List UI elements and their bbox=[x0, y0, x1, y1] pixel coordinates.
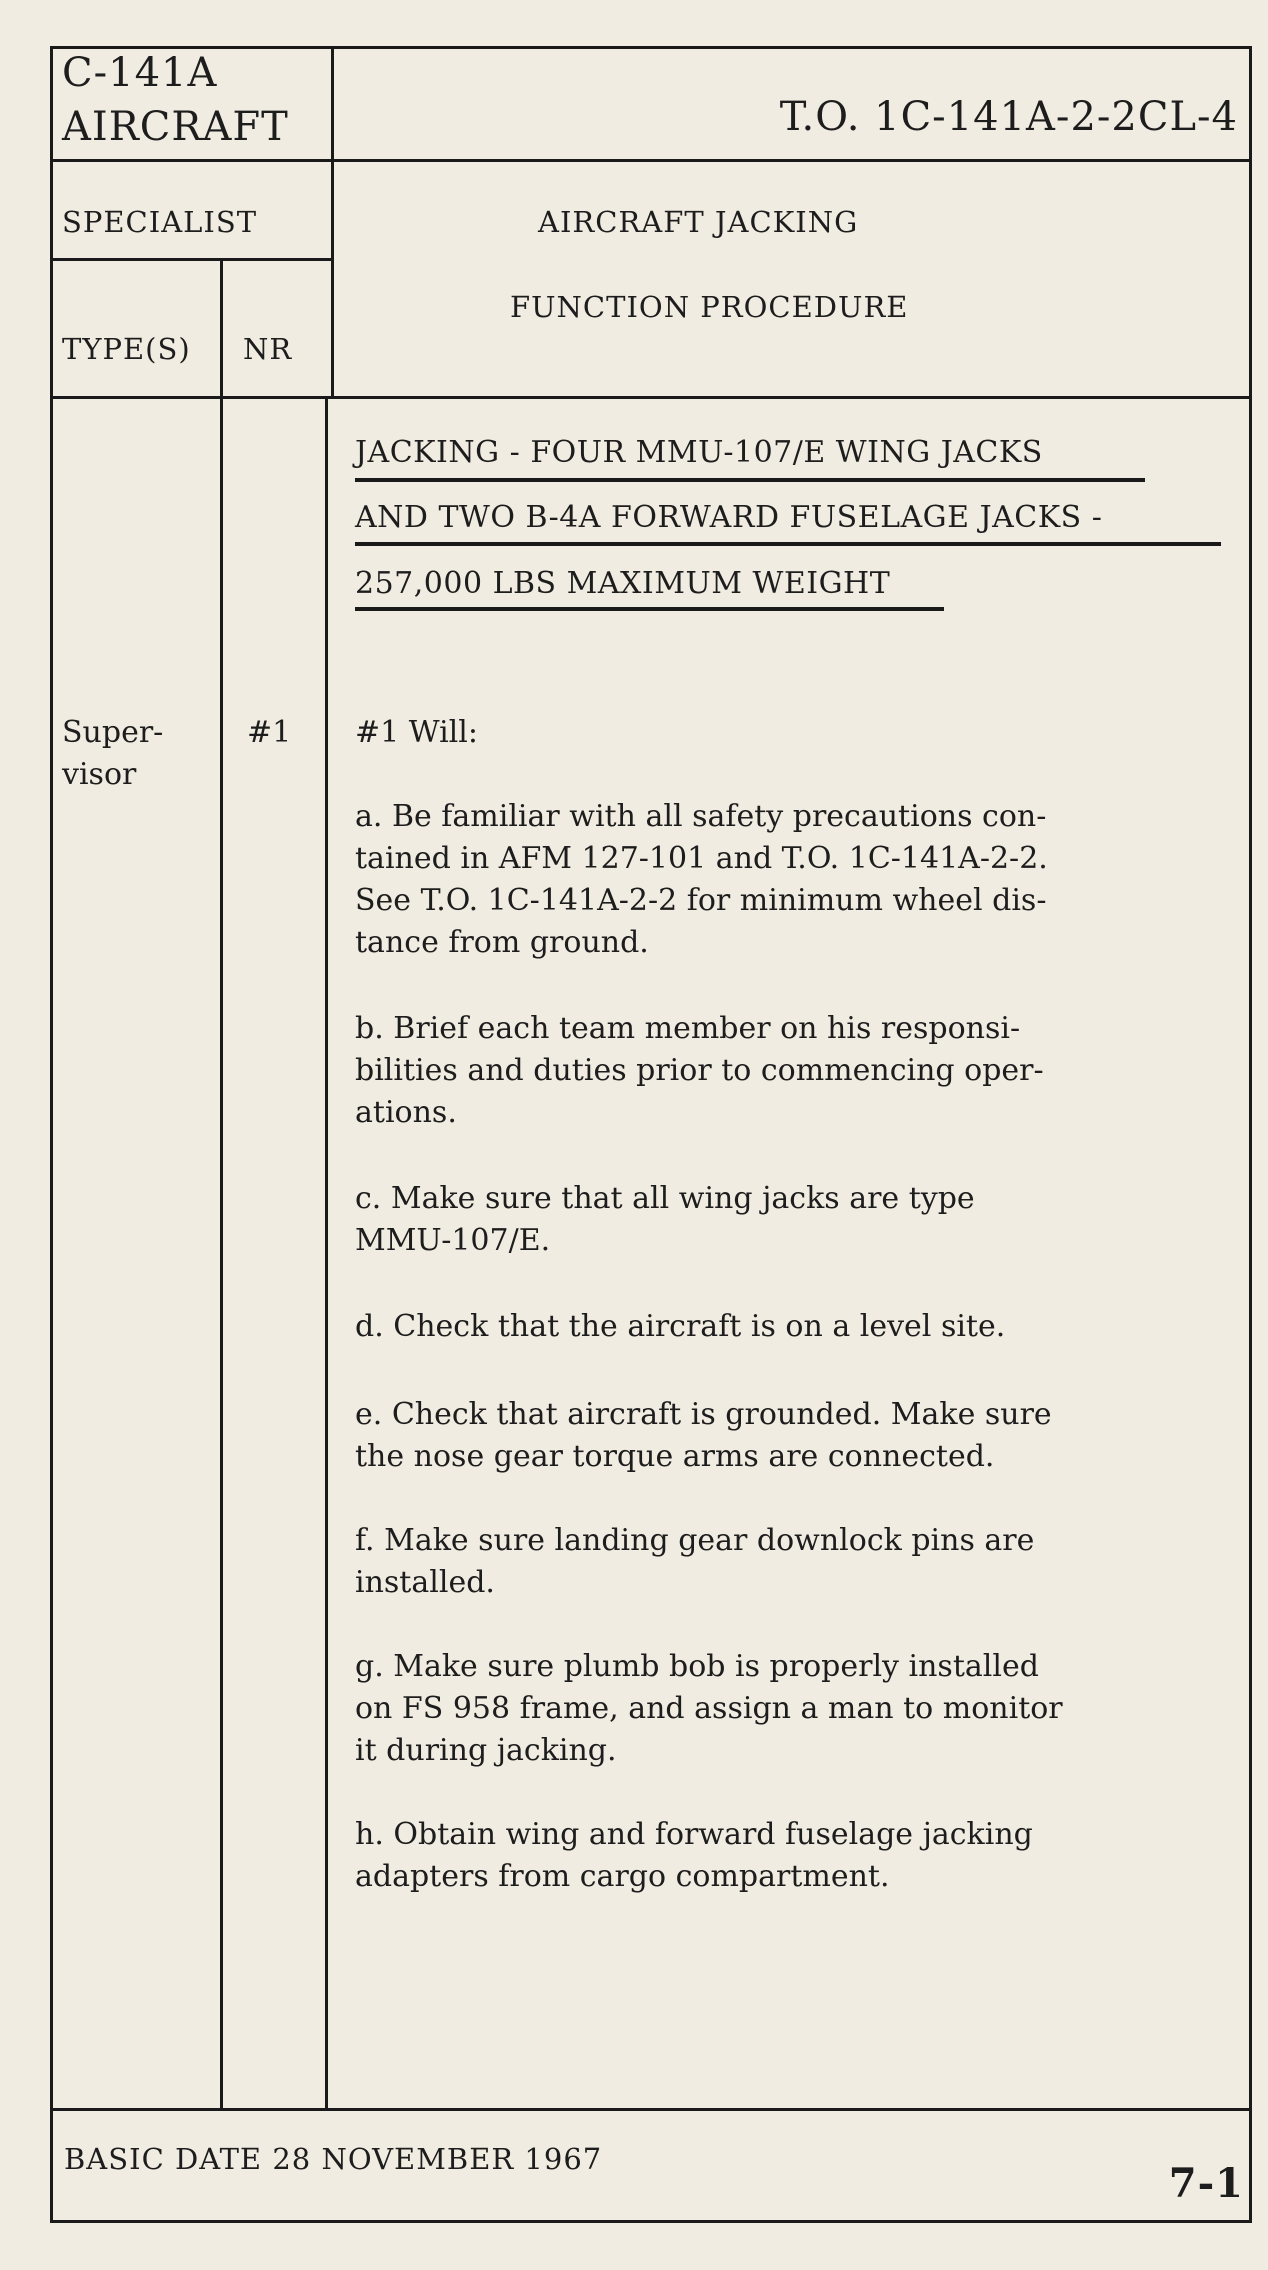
frame-top bbox=[50, 46, 1252, 49]
divider-header-vertical bbox=[331, 46, 334, 398]
step-e: e. Check that aircraft is grounded. Make sure the nose gear torque arms are connected. bbox=[355, 1397, 1052, 1474]
title-underline-3 bbox=[355, 607, 944, 611]
divider-header-bottom bbox=[50, 396, 1252, 399]
step-a: a. Be familiar with all safety precautions con- tained in AFM 127-101 and T.O. 1C-141A-2-2. See T.O. 1C-141A-2-2 for minimum wheel dis- tance from ground. bbox=[355, 799, 1048, 960]
step-g: g. Make sure plumb bob is properly installed on FS 958 frame, and assign a man to monitor it during jacking. bbox=[355, 1649, 1063, 1768]
aircraft-label: AIRCRAFT bbox=[62, 104, 289, 150]
specialist-label: SPECIALIST bbox=[62, 205, 258, 239]
section-title: AIRCRAFT JACKING bbox=[538, 205, 859, 239]
divider-type-nr-header bbox=[220, 258, 223, 398]
divider-aircraft bbox=[50, 159, 1252, 162]
procedure-label: FUNCTION PROCEDURE bbox=[510, 290, 909, 324]
step-b: b. Brief each team member on his responsi- bilities and duties prior to commencing oper- ations. bbox=[355, 1011, 1044, 1130]
frame-left bbox=[50, 46, 53, 2223]
specialist-type: Super- visor bbox=[62, 715, 164, 792]
divider-type-nr-body bbox=[220, 396, 223, 2110]
types-label: TYPE(S) bbox=[62, 332, 191, 366]
frame-bottom bbox=[50, 2220, 1252, 2223]
to-number: T.O. 1C-141A-2-2CL-4 bbox=[779, 94, 1238, 140]
step-c: c. Make sure that all wing jacks are type MMU-107/E. bbox=[355, 1181, 975, 1258]
specialist-nr: #1 bbox=[247, 715, 292, 750]
divider-specialist bbox=[50, 258, 333, 261]
step-h: h. Obtain wing and forward fuselage jacking adapters from cargo compartment. bbox=[355, 1817, 1033, 1894]
page-number: 7-1 bbox=[1168, 2160, 1244, 2207]
title-underline-2 bbox=[355, 542, 1221, 546]
title-underline-1 bbox=[355, 478, 1145, 482]
frame-right bbox=[1249, 46, 1252, 2223]
aircraft-model: C-141A bbox=[62, 50, 218, 96]
step-f: f. Make sure landing gear downlock pins are installed. bbox=[355, 1523, 1035, 1600]
divider-body-vertical bbox=[325, 396, 328, 2110]
basic-date: BASIC DATE 28 NOVEMBER 1967 bbox=[64, 2142, 603, 2176]
procedure-title-line3: 257,000 LBS MAXIMUM WEIGHT bbox=[355, 566, 891, 601]
divider-footer bbox=[50, 2108, 1252, 2111]
step-d: d. Check that the aircraft is on a level site. bbox=[355, 1309, 1006, 1344]
procedure-title-line2: AND TWO B-4A FORWARD FUSELAGE JACKS - bbox=[355, 500, 1103, 535]
nr-label: NR bbox=[243, 332, 293, 366]
step-intro: #1 Will: bbox=[355, 715, 478, 750]
procedure-title-line1: JACKING - FOUR MMU-107/E WING JACKS bbox=[355, 435, 1043, 470]
